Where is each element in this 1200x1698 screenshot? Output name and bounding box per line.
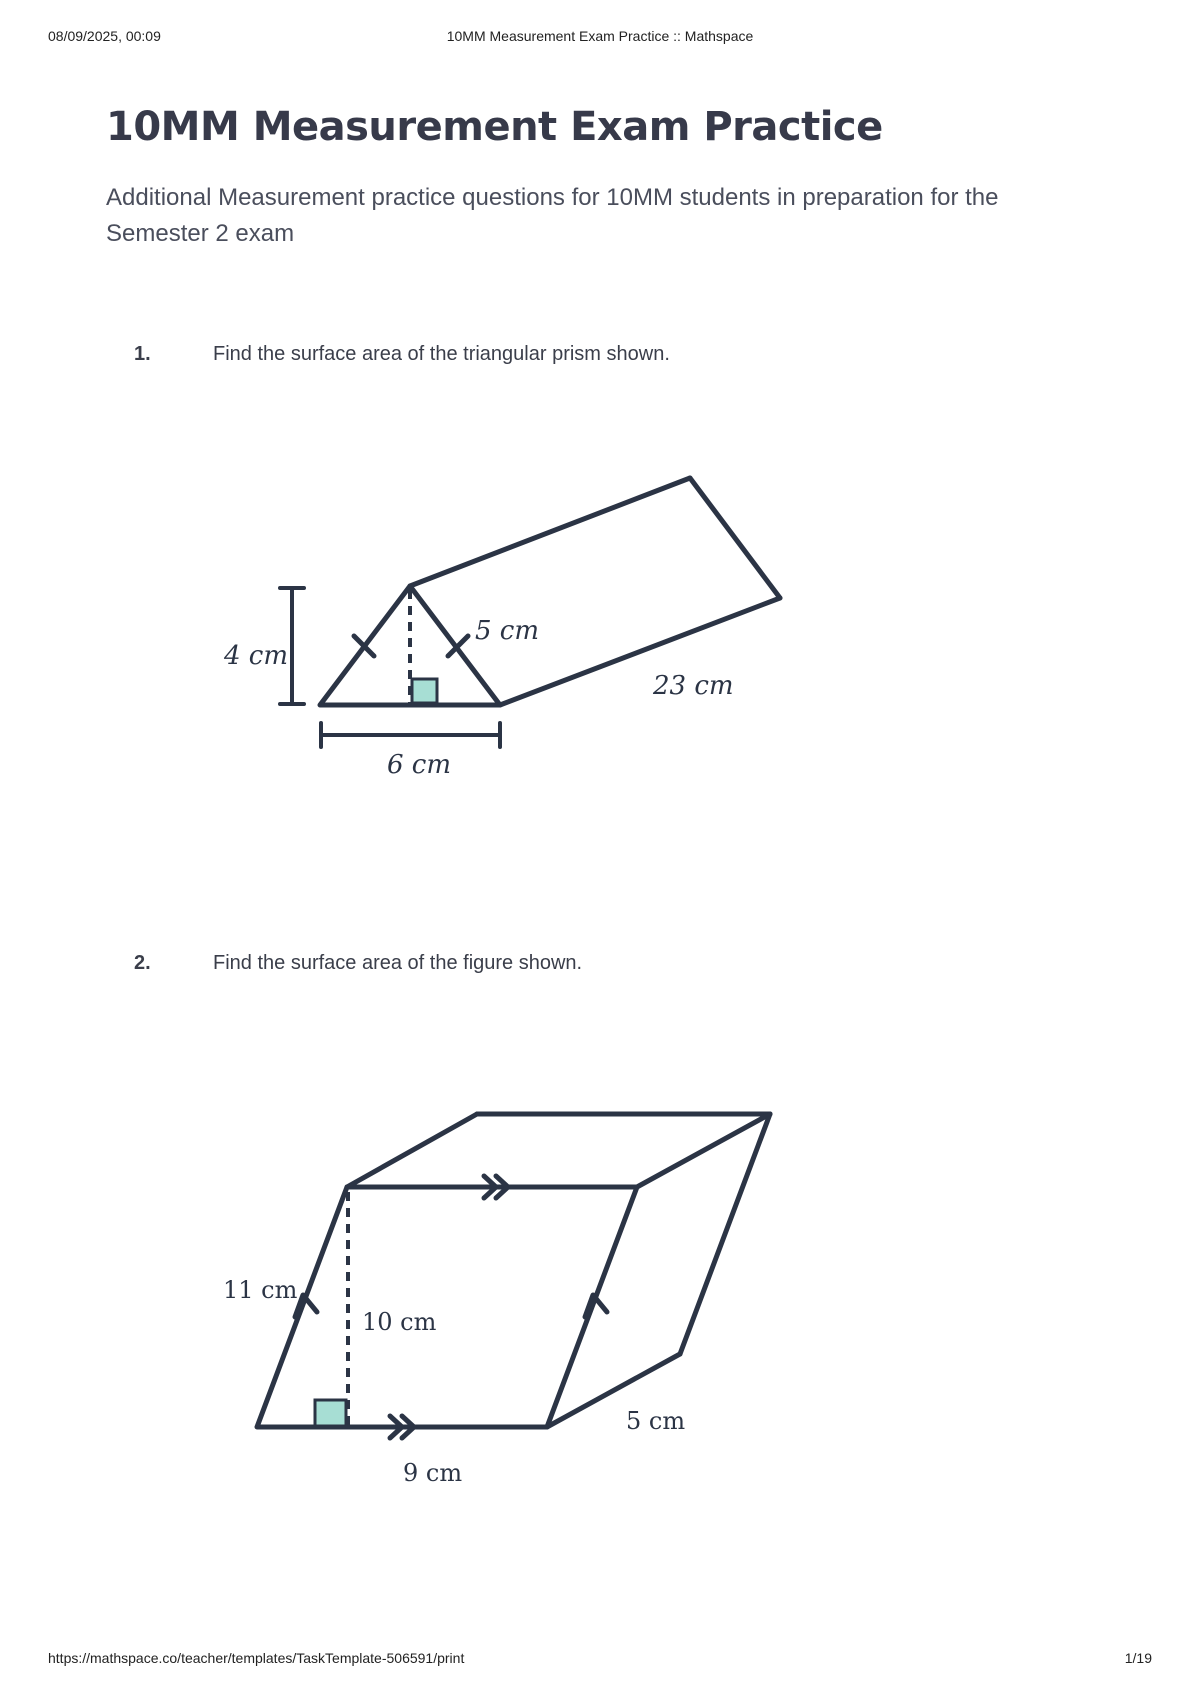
- label-base: 9 cm: [403, 1459, 463, 1487]
- label-base: 6 cm: [387, 750, 452, 780]
- print-url: https://mathspace.co/teacher/templates/TaskTemplate-506591/print: [48, 1650, 465, 1666]
- question-text: Find the surface area of the triangular prism shown.: [213, 343, 670, 365]
- label-slant: 5 cm: [475, 616, 540, 646]
- print-page-title: 10MM Measurement Exam Practice :: Mathspace: [446, 28, 754, 44]
- question-number: 2.: [134, 952, 151, 974]
- question-number: 1.: [134, 343, 151, 365]
- print-footer: [48, 1650, 1152, 1670]
- page-title: 10MM Measurement Exam Practice: [106, 104, 883, 150]
- label-depth: 5 cm: [626, 1407, 686, 1435]
- page-subtitle: Additional Measurement practice questions for 10MM students in preparation for the Semester 2 exam: [106, 184, 999, 247]
- back-right-edge: [680, 1114, 770, 1354]
- top-left-edge: [347, 1114, 477, 1187]
- label-height: 4 cm: [224, 641, 289, 671]
- right-angle-marker: [315, 1400, 346, 1426]
- top-right-edge: [637, 1114, 770, 1187]
- label-slant: 11 cm: [223, 1276, 298, 1304]
- label-length: 23 cm: [653, 671, 734, 701]
- parallel-mark-left: [295, 1295, 317, 1317]
- question-text: Find the surface area of the figure shown.: [213, 952, 583, 974]
- label-height: 10 cm: [362, 1308, 437, 1336]
- parallel-mark-right: [585, 1295, 607, 1317]
- print-datetime: 08/09/2025, 00:09: [48, 28, 161, 44]
- page-number: 1/19: [1124, 1650, 1152, 1666]
